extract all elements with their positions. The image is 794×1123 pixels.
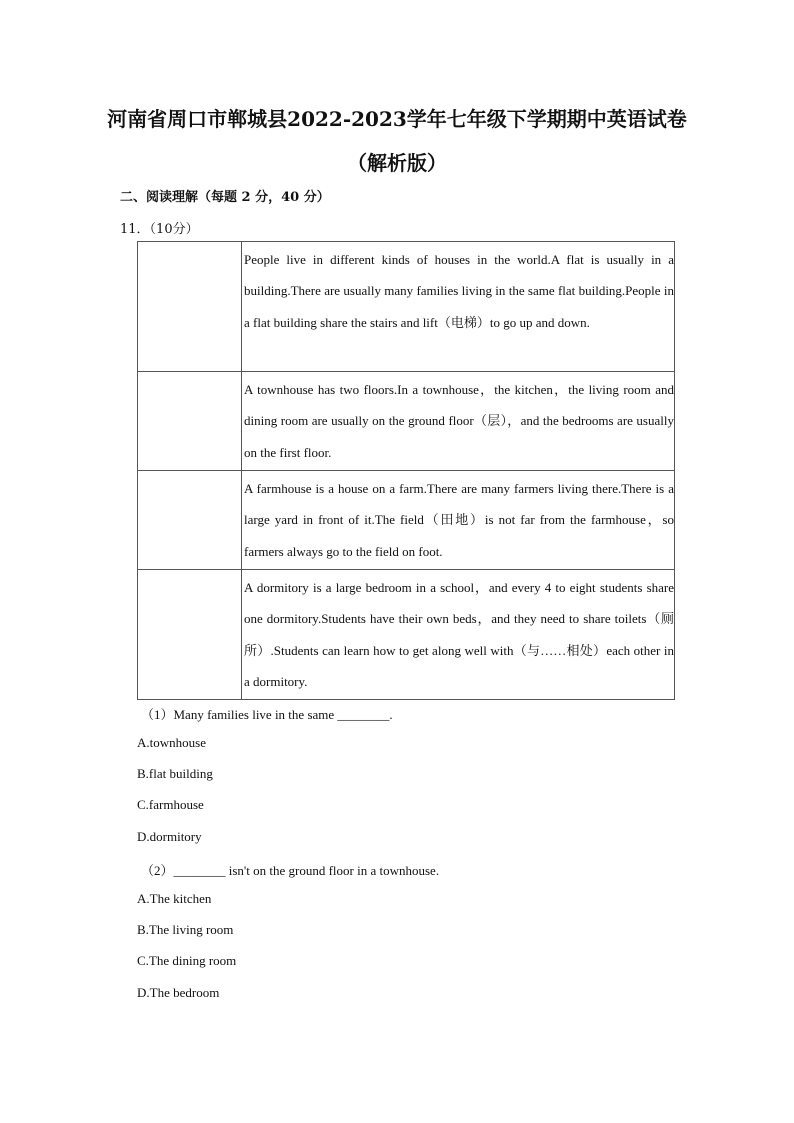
sub-question-1: （1）Many families live in the same ________. <box>141 707 393 722</box>
passage-image-cell <box>138 570 242 700</box>
passage-text: A dormitory is a large bedroom in a school，and every 4 to eight students share one dormitory.Students have their own beds，and they need to share toilets（厕所）.Students can learn how to get along well with（与……相处）each other in a dormitory. <box>242 570 675 700</box>
passage-text: A farmhouse is a house on a farm.There are many farmers living there.There is a large yard in front of it.The field（田地）is not far from the farmhouse，so farmers always go to the field on foot. <box>242 471 675 570</box>
option-d[interactable]: D.dormitory <box>137 829 202 844</box>
passage-row-flat <box>138 242 675 372</box>
option-b[interactable]: B.flat building <box>137 766 213 781</box>
page-subtitle: （解析版） <box>347 151 447 175</box>
question-number: 11．（10分） <box>120 222 199 237</box>
passage-table <box>137 241 675 700</box>
passage-image-cell <box>138 372 242 471</box>
passage-row-townhouse <box>138 372 675 471</box>
passage-text: A townhouse has two floors.In a townhouse，the kitchen，the living room and dining room are usually on the ground floor（层），and the bedrooms are usually on the first floor. <box>242 372 675 471</box>
option-c[interactable]: C.farmhouse <box>137 797 204 812</box>
passage-image-cell <box>138 471 242 570</box>
passage-text: People live in different kinds of houses in the world.A flat is usually in a building.There are usually many families living in the same flat building.People in a flat building share the stairs and lift（电梯）to go up and down. <box>242 242 675 372</box>
option-c[interactable]: C.The dining room <box>137 953 237 968</box>
passage-row-farmhouse <box>138 471 675 570</box>
option-a[interactable]: A.The kitchen <box>137 891 212 906</box>
passage-image-cell <box>138 242 242 372</box>
passage-row-dormitory <box>138 570 675 700</box>
option-d[interactable]: D.The bedroom <box>137 985 220 1000</box>
sub-question-2: （2）________ isn't on the ground floor in a townhouse. <box>141 863 440 878</box>
page-title: 河南省周口市郸城县2022-2023学年七年级下学期期中英语试卷 <box>107 107 687 131</box>
section-heading: 二、阅读理解（每题 2 分，40 分） <box>120 190 330 205</box>
option-b[interactable]: B.The living room <box>137 922 234 937</box>
option-a[interactable]: A.townhouse <box>137 735 206 750</box>
